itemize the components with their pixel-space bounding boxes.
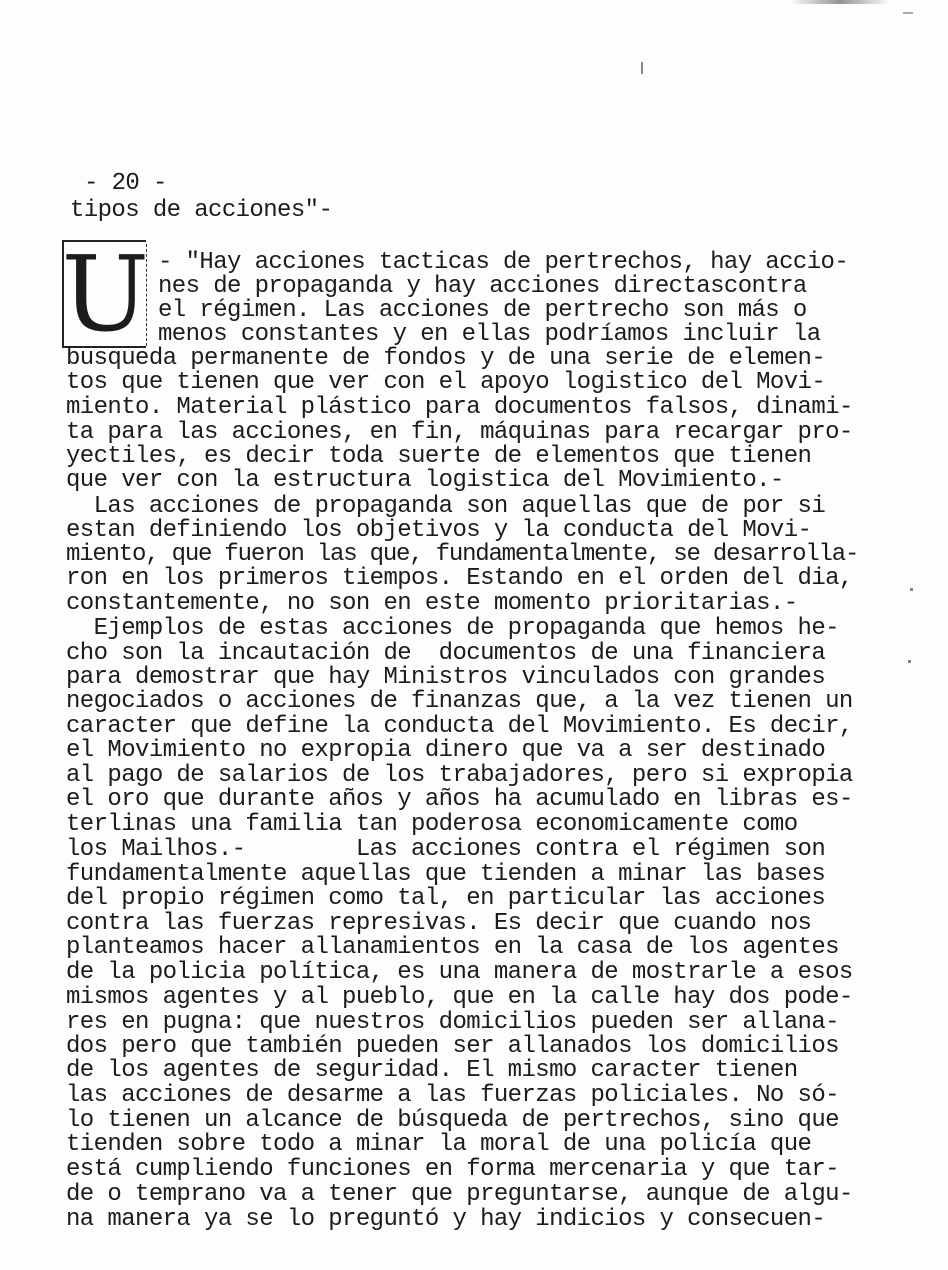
scan-smudge [790, 0, 890, 4]
text-line: de o temprano va a tener que preguntarse, aunque de algu- [66, 1181, 853, 1208]
page-number: - 20 - [84, 170, 167, 197]
text-line: res en pugna: que nuestros domicilios pueden ser allana- [66, 1009, 839, 1036]
text-line: terlinas una familia tan poderosa economicamente como [66, 811, 798, 838]
text-line: mismos agentes y al pueblo, que en la calle hay dos pode- [66, 984, 853, 1011]
text-line: estan definiendo los objetivos y la conducta del Movi- [66, 517, 812, 544]
text-line: el Movimiento no expropia dinero que va a ser destinado [66, 737, 826, 764]
scan-speck [903, 12, 913, 14]
text-line: busqueda permanente de fondos y de una serie de elemen- [66, 345, 826, 372]
section-heading: tipos de acciones"- [70, 197, 333, 224]
text-line: para demostrar que hay Ministros vinculados con grandes [66, 664, 826, 691]
text-line: de la policia política, es una manera de mostrarle a esos [66, 959, 853, 986]
dropcap-rule [146, 244, 147, 346]
text-line: ta para las acciones, en fin, máquinas para recargar pro- [66, 419, 853, 446]
text-line: menos constantes y en ellas podríamos incluir la [158, 321, 821, 348]
text-line: na manera ya se lo preguntó y hay indicios y consecuen- [66, 1206, 826, 1233]
text-line: caracter que define la conducta del Movimiento. Es decir, [66, 713, 853, 740]
text-line: el oro que durante años y años ha acumulado en libras es- [66, 786, 853, 813]
scan-speck [641, 62, 643, 74]
text-line: el régimen. Las acciones de pertrecho son más o [158, 297, 807, 324]
dropcap-letter: U [61, 233, 149, 355]
text-line: cho son la incautación de documentos de una financiera [66, 640, 826, 667]
text-line: está cumpliendo funciones en forma mercenaria y que tar- [66, 1156, 839, 1183]
text-line: miento, que fueron las que, fundamentalmente, se desarrolla- [66, 541, 859, 568]
text-line: yectiles, es decir toda suerte de elementos que tienen [66, 443, 812, 470]
text-line: tos que tienen que ver con el apoyo logistico del Movi- [66, 369, 826, 396]
text-line: ron en los primeros tiempos. Estando en el orden del dia, [66, 565, 853, 592]
text-line: de los agentes de seguridad. El mismo caracter tienen [66, 1057, 798, 1084]
text-line: planteamos hacer allanamientos en la casa de los agentes [66, 934, 839, 961]
scan-speck [908, 660, 911, 663]
text-line: Ejemplos de estas acciones de propaganda que hemos he- [66, 615, 839, 642]
text-line: del propio régimen como tal, en particular las acciones [66, 885, 826, 912]
text-line: dos pero que también pueden ser allanados los domicilios [66, 1033, 839, 1060]
text-line: miento. Material plástico para documentos falsos, dinami- [66, 394, 853, 421]
text-line: lo tienen un alcance de búsqueda de pertrechos, sino que [66, 1107, 839, 1134]
text-line: contra las fuerzas represivas. Es decir que cuando nos [66, 910, 812, 937]
text-line: nes de propaganda y hay acciones directascontra [158, 273, 807, 300]
text-line: tienden sobre todo a minar la moral de una policía que [66, 1131, 812, 1158]
text-line: las acciones de desarme a las fuerzas policiales. No só- [66, 1082, 839, 1109]
text-line: - "Hay acciones tacticas de pertrechos, hay accio- [158, 249, 849, 276]
text-line: negociados o acciones de finanzas que, a la vez tienen un [66, 688, 853, 715]
dropcap-frame [61, 233, 149, 355]
text-line: constantemente, no son en este momento prioritarias.- [66, 590, 798, 617]
text-line: que ver con la estructura logistica del Movimiento.- [66, 467, 784, 494]
text-line: Las acciones de propaganda son aquellas que de por si [66, 493, 826, 520]
text-line: al pago de salarios de los trabajadores, pero si expropia [66, 762, 853, 789]
text-line: los Mailhos.- Las acciones contra el régimen son [66, 836, 826, 863]
text-line: fundamentalmente aquellas que tienden a minar las bases [66, 861, 826, 888]
scan-speck [910, 588, 913, 591]
